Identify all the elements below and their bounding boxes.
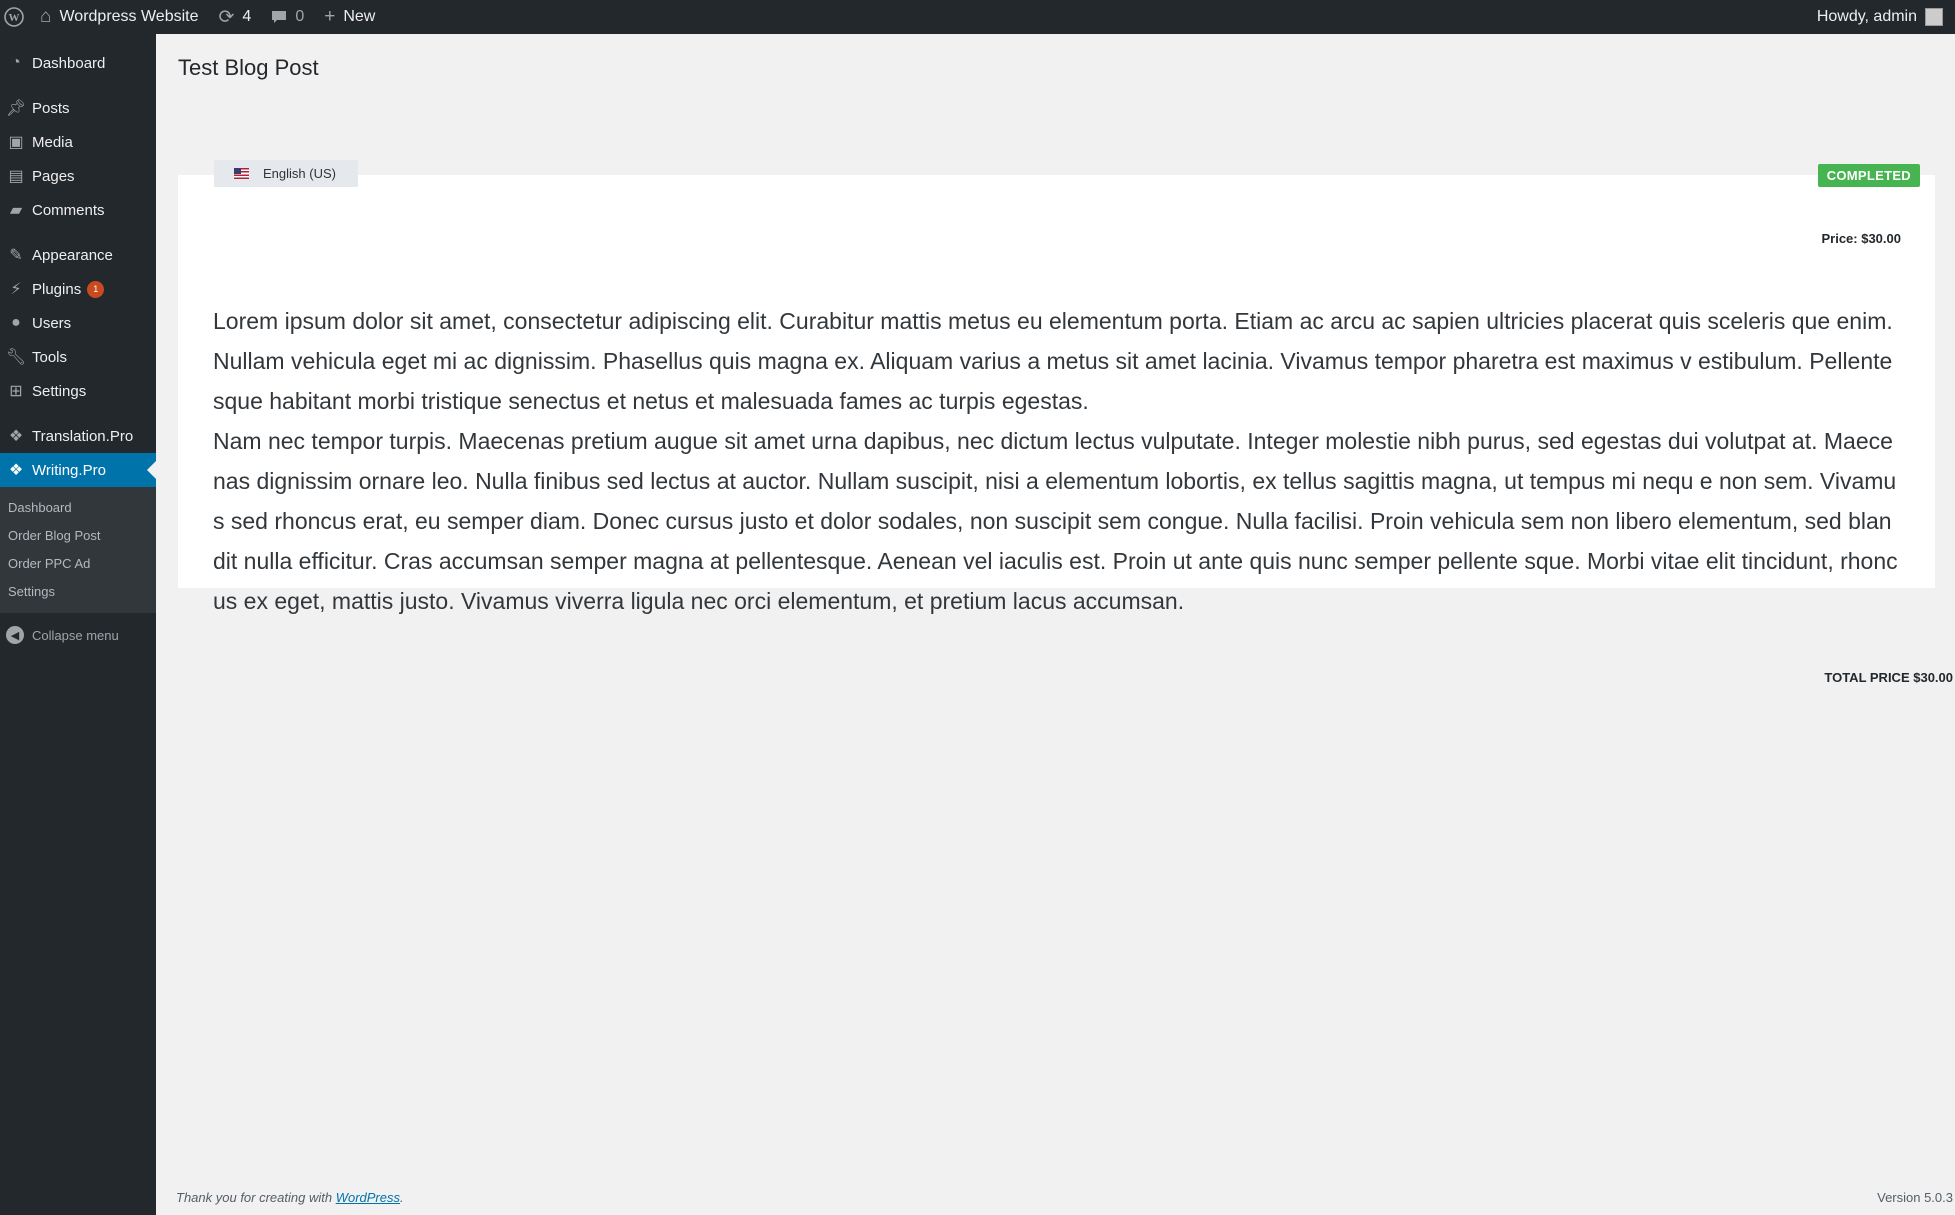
collapse-arrow-icon: ◀	[6, 626, 24, 644]
submenu-item-dashboard[interactable]: Dashboard	[8, 499, 72, 515]
sidebar-item-label: Settings	[32, 382, 87, 400]
sidebar-item-writing-pro[interactable]	[0, 453, 156, 487]
order-card	[178, 175, 1935, 614]
total-price: TOTAL PRICE $30.00	[1824, 670, 1953, 685]
sidebar-item-label: Posts	[32, 99, 70, 117]
new-label: New	[343, 8, 376, 25]
brush-icon: ✎	[9, 247, 23, 264]
admin-sidebar	[0, 34, 156, 1215]
writing-pro-submenu	[0, 487, 156, 613]
footer-version: Version 5.0.3	[1877, 1190, 1953, 1205]
footer-thanks-suffix: .	[400, 1190, 404, 1205]
sidebar-item-label: Dashboard	[32, 54, 106, 72]
collapse-menu-label: Collapse menu	[32, 627, 119, 643]
wordpress-logo-icon[interactable]	[0, 0, 30, 34]
us-flag-icon	[234, 168, 249, 179]
my-account-link[interactable]	[1817, 8, 1955, 26]
sidebar-item-label: Plugins	[32, 280, 82, 298]
home-icon: ⌂	[40, 6, 52, 27]
comments-count: 0	[295, 8, 305, 25]
status-badge: COMPLETED	[1818, 164, 1920, 187]
updates-count: 4	[242, 8, 252, 25]
submenu-item-order-ppc-ad[interactable]: Order PPC Ad	[8, 555, 91, 571]
submenu-item-settings[interactable]: Settings	[8, 583, 55, 599]
dashboard-icon: ◔	[11, 54, 21, 71]
media-icon: ▣	[8, 134, 24, 151]
sidebar-item-dashboard[interactable]	[0, 46, 156, 80]
sidebar-item-label: Pages	[32, 167, 75, 185]
submenu-item-order-blog-post[interactable]: Order Blog Post	[8, 527, 101, 543]
sidebar-item-media[interactable]	[0, 125, 156, 159]
sidebar-item-posts[interactable]	[0, 91, 156, 125]
settings-icon: ⊞	[9, 383, 23, 400]
updates-link[interactable]	[209, 0, 262, 34]
pages-icon: ▤	[8, 168, 24, 185]
new-content-link[interactable]	[314, 0, 385, 34]
howdy-text: Howdy, admin	[1816, 8, 1917, 25]
sidebar-item-label: Tools	[32, 348, 68, 366]
sidebar-item-label: Writing.Pro	[32, 461, 106, 479]
post-paragraph: Nam nec tempor turpis. Maecenas pretium augue sit amet urna dapibus, nec dictum lectus vulputate. Integer molestie nibh purus, sed egestas dui volutpat at. Maecenas dignissim ornare leo. Nulla finibus sed lectus at auctor. Nullam suscipit, nisi a elementum lobortis, ex tellus sagittis magna, ut tempus mi nequ e non sem. Vivamus sed rhoncus erat, eu semper diam. Donec cursus justo et dolor sodales, non suscipit sem congue. Nulla facilisi. Proin vehicula sem non libero elementum, sed blandit nulla efficitur. Cras accumsan semper magna at pellentesque. Aenean vel iaculis est. Proin ut ante quis nunc semper pellente sque. Morbi vitae elit tincidunt, rhoncus ex eget, mattis justo. Vivamus viverra ligula nec orci elementum, et pretium lacus accumsan.	[213, 428, 1898, 614]
sidebar-item-label: Translation.Pro	[32, 427, 134, 445]
updates-icon: ⟳	[218, 6, 235, 28]
comments-link[interactable]	[261, 0, 314, 34]
price-label: Price: $30.00	[1821, 231, 1901, 246]
sidebar-item-plugins[interactable]	[0, 272, 156, 306]
sidebar-item-settings[interactable]	[0, 374, 156, 408]
avatar	[1925, 8, 1943, 26]
footer	[176, 1190, 1953, 1205]
sidebar-item-tools[interactable]	[0, 340, 156, 374]
wrench-icon: 🔧︎	[5, 349, 27, 366]
footer-thanks-prefix: Thank you for creating with	[176, 1190, 336, 1205]
sidebar-item-label: Media	[32, 133, 73, 151]
plugins-update-badge: 1	[87, 281, 104, 298]
writing-pro-icon: ❖	[8, 462, 24, 479]
site-name-link[interactable]	[30, 0, 209, 34]
site-name: Wordpress Website	[59, 8, 199, 25]
language-tab[interactable]	[214, 160, 358, 187]
page-title: Test Blog Post	[178, 55, 319, 80]
admin-bar	[0, 0, 1955, 34]
sidebar-item-users[interactable]	[0, 306, 156, 340]
comment-icon: ▰	[9, 202, 23, 219]
plus-icon: +	[324, 6, 336, 27]
sidebar-item-comments[interactable]	[0, 193, 156, 227]
main-content	[156, 34, 1955, 1215]
translation-pro-icon: ❖	[8, 428, 24, 445]
wordpress-link[interactable]: WordPress	[335, 1190, 400, 1205]
collapse-menu-button[interactable]	[0, 617, 156, 653]
sidebar-item-translation-pro[interactable]	[0, 419, 156, 453]
svg-text:W: W	[8, 12, 20, 24]
user-icon: ●	[11, 314, 21, 331]
sidebar-item-appearance[interactable]	[0, 238, 156, 272]
sidebar-item-label: Users	[32, 314, 72, 332]
post-content	[213, 301, 1903, 621]
sidebar-item-label: Appearance	[32, 246, 113, 264]
comment-bubble-icon	[271, 10, 287, 25]
sidebar-item-pages[interactable]	[0, 159, 156, 193]
language-label: English (US)	[263, 166, 336, 181]
plugin-icon: ⚡︎	[10, 281, 22, 298]
footer-thanks	[176, 1190, 404, 1205]
post-paragraph: Lorem ipsum dolor sit amet, consectetur adipiscing elit. Curabitur mattis metus eu elementum porta. Etiam ac arcu ac sapien ultricies placerat quis sceleris que enim. Nullam vehicula eget mi ac dignissim. Phasellus quis magna ex. Aliquam varius a metus sit amet lacinia. Vivamus tempor pharetra est maximus v estibulum. Pellentesque habitant morbi tristique senectus et netus et malesuada fames ac turpis egestas.	[213, 308, 1893, 414]
pin-icon: 📌︎	[5, 100, 27, 117]
sidebar-item-label: Comments	[32, 201, 105, 219]
